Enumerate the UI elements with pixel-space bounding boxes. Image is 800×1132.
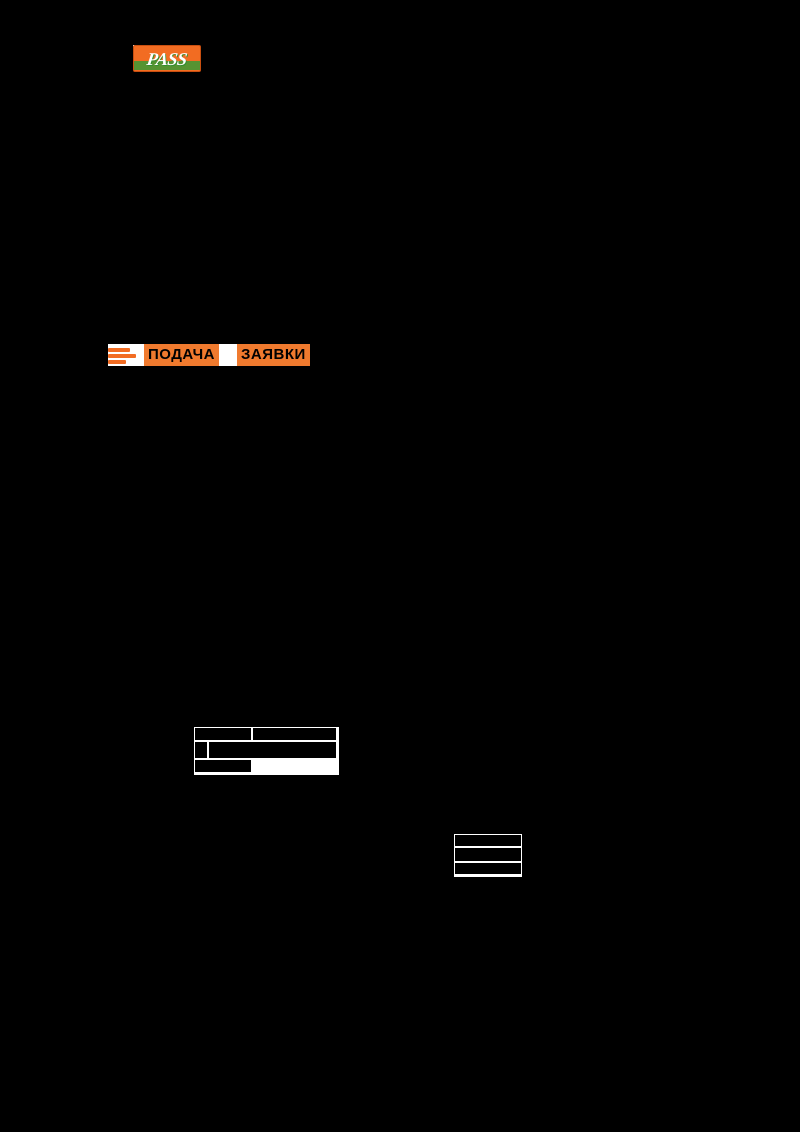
logo-text: PASS [145, 48, 189, 69]
table-cell [209, 742, 336, 758]
table-cell [253, 728, 336, 740]
table-cell [195, 742, 207, 758]
redacted-block [0, 0, 800, 45]
section-heading [108, 344, 310, 366]
redacted-block [340, 726, 800, 776]
table-row [454, 834, 522, 847]
redacted-block [0, 726, 193, 776]
mark-lower-right [538, 846, 588, 860]
redacted-block [300, 344, 800, 366]
table-row [194, 759, 339, 773]
redacted-block [0, 45, 133, 70]
redacted-block [0, 776, 800, 833]
redacted-block [0, 878, 800, 1132]
table-row [194, 741, 339, 759]
heading-part-one: ПОДАЧА [144, 344, 219, 366]
table-row [454, 862, 522, 875]
table-lower [453, 833, 523, 878]
table-row [454, 847, 522, 862]
redacted-block [199, 45, 800, 70]
table-row [194, 727, 339, 741]
redacted-block [0, 366, 800, 726]
table-upper [193, 726, 340, 776]
table-cell [195, 760, 251, 772]
heading-part-two: ЗАЯВКИ [237, 344, 310, 366]
table-cell [195, 728, 251, 740]
table-cell [455, 835, 521, 846]
table-cell [455, 848, 521, 861]
redacted-block [0, 70, 800, 344]
pass-logo [133, 45, 201, 72]
redacted-block [0, 344, 108, 366]
redacted-block [0, 833, 453, 878]
list-bars-icon [108, 346, 136, 364]
table-cell [455, 863, 521, 874]
